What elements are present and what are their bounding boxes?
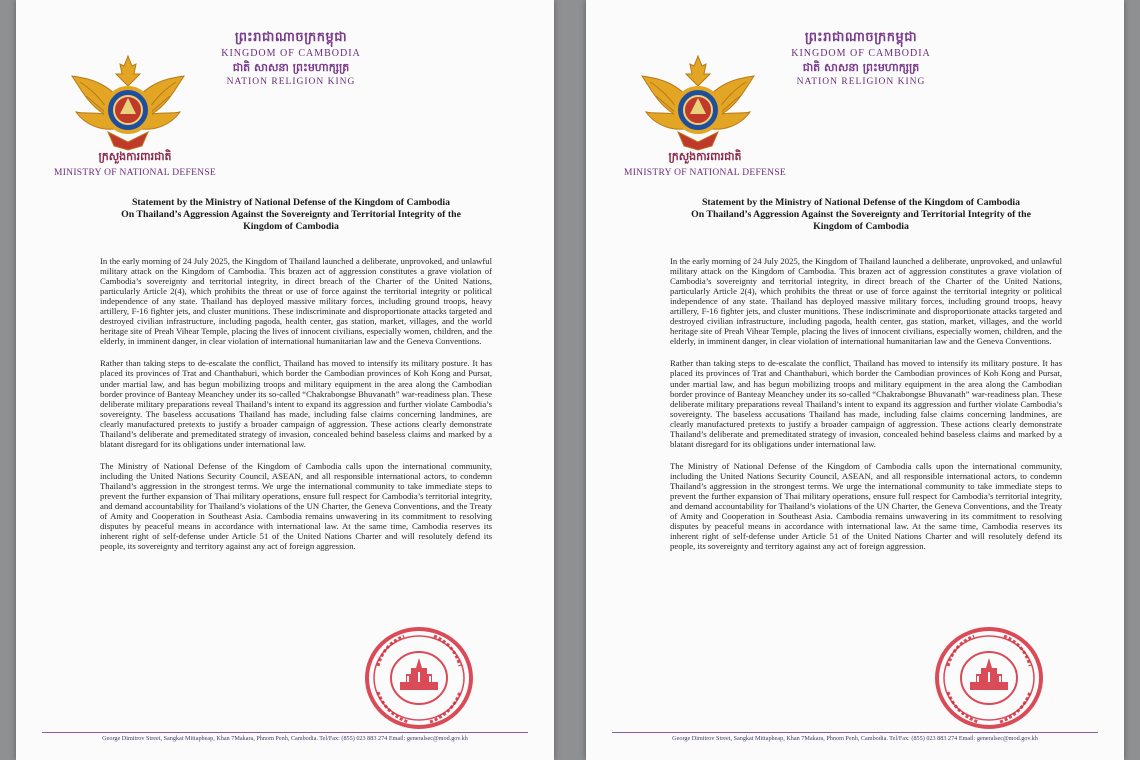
- statement-body: [670, 256, 1062, 563]
- letterhead-khmer-title: ព្រះរាជាណាចក្រកម្ពុជា: [804, 30, 918, 45]
- letterhead-khmer-ministry: ក្រសួងការពារជាតិ: [98, 150, 172, 163]
- letterhead-ministry: MINISTRY OF NATIONAL DEFENSE: [623, 168, 787, 178]
- footer-divider: [612, 732, 1098, 733]
- paragraph-3: The Ministry of National Defense of the Kingdom of Cambodia calls upon the international community, including the United Nations Security Council, ASEAN, and all responsible international actors, to condemn Thailand’s aggression in the strongest terms. We urge the international community to take immediate steps to prevent the further expansion of Thai military operations, ensure full respect for Cambodia’s territorial integrity, and demand accountability for Thailand’s violations of the UN Charter, the Geneva Conventions, and the Treaty of Amity and Cooperation in Southeast Asia. Cambodia remains unwavering in its commitment to resolving disputes by peaceful means in accordance with international law. At the same time, Cambodia reserves its inherent right of self-defense under Article 51 of the United Nations Charter and will resolutely defend its people, its sovereignty and territory against any act of foreign aggression.: [670, 460, 1062, 552]
- letterhead-khmer-motto: ជាតិ សាសនា ព្រះមហាក្សត្រ: [802, 61, 920, 74]
- heading-line-2: On Thailand’s Aggression Against the Sovereignty and Territorial Integrity of the: [121, 209, 461, 220]
- letterhead-footer: George Dimitrov Street, Sangkat Mittapheap, Khan 7Makara, Phnom Penh, Cambodia. Tel/Fax: (855) 023 883 274 Email: generalsec@mod.gov.kh: [102, 735, 468, 742]
- paragraph-2: Rather than taking steps to de-escalate the conflict, Thailand has moved to intensify its military posture. It has placed its provinces of Trat and Chanthaburi, which border the Cambodian provinces of Koh Kong and Pursat, under martial law, and has begun mobilizing troops and military equipment in the area along the Cambodian border province of Banteay Meanchey under its so-called “Chakrabongse Bhuvanath” war-readiness plan. These deliberate military preparations reveal Thailand’s intent to expand its aggression and further violate Cambodia’s sovereignty. The baseless accusations Thailand has made, including false claims concerning landmines, are clearly manufactured pretexts to justify a broader campaign of aggression. These actions clearly demonstrate Thailand’s deliberate and premeditated strategy of invasion, concealed behind baseless claims and marked by a blatant disregard for its obligations under international law.: [100, 358, 492, 449]
- document-page-right: [586, 0, 1124, 760]
- paragraph-2: Rather than taking steps to de-escalate the conflict, Thailand has moved to intensify its military posture. It has placed its provinces of Trat and Chanthaburi, which border the Cambodian provinces of Koh Kong and Pursat, under martial law, and has begun mobilizing troops and military equipment in the area along the Cambodian border province of Banteay Meanchey under its so-called “Chakrabongse Bhuvanath” war-readiness plan. These deliberate military preparations reveal Thailand’s intent to expand its aggression and further violate Cambodia’s sovereignty. The baseless accusations Thailand has made, including false claims concerning landmines, are clearly manufactured pretexts to justify a broader campaign of aggression. These actions clearly demonstrate Thailand’s deliberate and premeditated strategy of invasion, concealed behind baseless claims and marked by a blatant disregard for its obligations under international law.: [670, 358, 1062, 449]
- letterhead-khmer-ministry: ក្រសួងការពារជាតិ: [668, 150, 742, 163]
- letterhead-motto: NATION RELIGION KING: [796, 77, 926, 87]
- letterhead-khmer-title: ព្រះរាជាណាចក្រកម្ពុជា: [234, 30, 348, 45]
- statement-heading: [106, 197, 476, 233]
- letterhead-kingdom: KINGDOM OF CAMBODIA: [791, 48, 931, 59]
- ministry-emblem-icon: [640, 52, 756, 152]
- official-red-seal-icon: [364, 626, 474, 730]
- official-red-seal-icon: [934, 626, 1044, 730]
- letterhead-kingdom: KINGDOM OF CAMBODIA: [221, 48, 361, 59]
- letterhead-motto: NATION RELIGION KING: [226, 77, 356, 87]
- footer-divider: [42, 732, 528, 733]
- statement-body: [100, 256, 492, 563]
- paragraph-3: The Ministry of National Defense of the Kingdom of Cambodia calls upon the international community, including the United Nations Security Council, ASEAN, and all responsible international actors, to condemn Thailand’s aggression in the strongest terms. We urge the international community to take immediate steps to prevent the further expansion of Thai military operations, ensure full respect for Cambodia’s territorial integrity, and demand accountability for Thailand’s violations of the UN Charter, the Geneva Conventions, and the Treaty of Amity and Cooperation in Southeast Asia. Cambodia remains unwavering in its commitment to resolving disputes by peaceful means in accordance with international law. At the same time, Cambodia reserves its inherent right of self-defense under Article 51 of the United Nations Charter and will resolutely defend its people, its sovereignty and territory against any act of foreign aggression.: [100, 460, 492, 552]
- letterhead-ministry: MINISTRY OF NATIONAL DEFENSE: [53, 168, 217, 178]
- letterhead-footer: George Dimitrov Street, Sangkat Mittapheap, Khan 7Makara, Phnom Penh, Cambodia. Tel/Fax: (855) 023 883 274 Email: generalsec@mod.gov.kh: [672, 735, 1038, 742]
- paragraph-1: In the early morning of 24 July 2025, the Kingdom of Thailand launched a deliberate, unprovoked, and unlawful military attack on the Kingdom of Cambodia. This brazen act of aggression constitutes a grave violation of Cambodia’s sovereignty and territorial integrity, in direct breach of the Charter of the United Nations, particularly Article 2(4), which prohibits the threat or use of force against the territorial integrity or political independence of any state. Thailand has deployed massive military forces, including ground troops, heavy artillery, F-16 fighter jets, and cluster munitions. These indiscriminate and disproportionate attacks targeted and destroyed civilian infrastructure, including pagoda, health center, gas station, market, villages, and the world heritage site of Preah Vihear Temple, placing the lives of innocent civilians, especially women, children, and the elderly, in imminent danger, in clear violation of international humanitarian law and the Geneva Conventions.: [100, 256, 492, 347]
- heading-line-3: Kingdom of Cambodia: [243, 221, 339, 232]
- letterhead-khmer-motto: ជាតិ សាសនា ព្រះមហាក្សត្រ: [232, 61, 350, 74]
- statement-heading: [676, 197, 1046, 233]
- paragraph-1: In the early morning of 24 July 2025, the Kingdom of Thailand launched a deliberate, unprovoked, and unlawful military attack on the Kingdom of Cambodia. This brazen act of aggression constitutes a grave violation of Cambodia’s sovereignty and territorial integrity, in direct breach of the Charter of the United Nations, particularly Article 2(4), which prohibits the threat or use of force against the territorial integrity or political independence of any state. Thailand has deployed massive military forces, including ground troops, heavy artillery, F-16 fighter jets, and cluster munitions. These indiscriminate and disproportionate attacks targeted and destroyed civilian infrastructure, including pagoda, health center, gas station, market, villages, and the world heritage site of Preah Vihear Temple, placing the lives of innocent civilians, especially women, children, and the elderly, in imminent danger, in clear violation of international humanitarian law and the Geneva Conventions.: [670, 256, 1062, 347]
- heading-line-1: Statement by the Ministry of National Defense of the Kingdom of Cambodia: [131, 197, 451, 208]
- heading-line-3: Kingdom of Cambodia: [813, 221, 909, 232]
- ministry-emblem-icon: [70, 52, 186, 152]
- heading-line-2: On Thailand’s Aggression Against the Sovereignty and Territorial Integrity of the: [691, 209, 1031, 220]
- document-page-left: [16, 0, 554, 760]
- heading-line-1: Statement by the Ministry of National Defense of the Kingdom of Cambodia: [701, 197, 1021, 208]
